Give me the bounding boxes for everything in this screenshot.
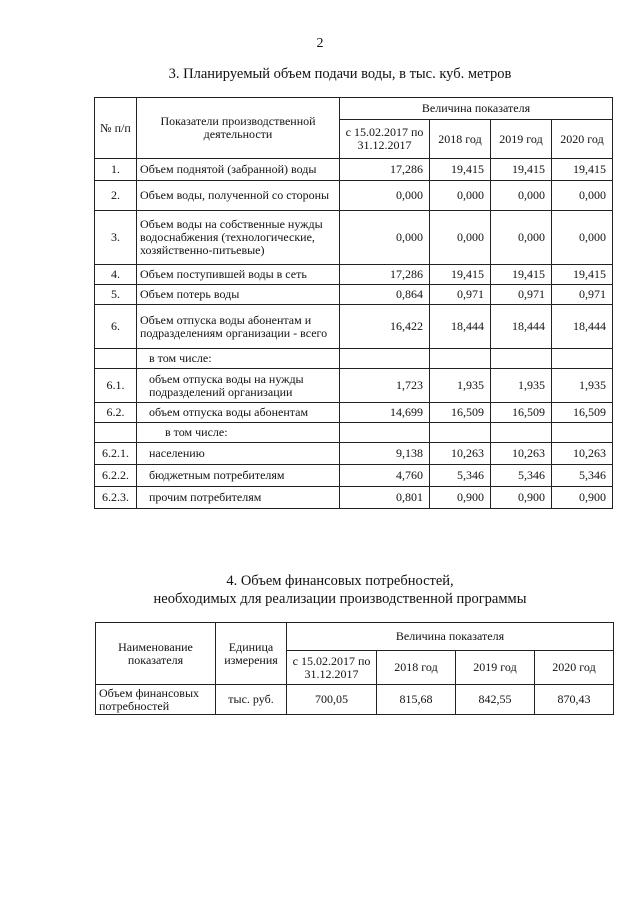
row-value: 0,900 xyxy=(491,487,552,509)
row-value: 0,000 xyxy=(491,181,552,211)
row-value: 0,864 xyxy=(340,285,430,305)
row-value xyxy=(430,349,491,369)
section4-title-line1: 4. Объем финансовых потребностей, xyxy=(226,573,454,589)
row-index: 4. xyxy=(95,265,137,285)
row-indicator: Объем воды, полученной со стороны xyxy=(137,181,340,211)
row-value: 0,000 xyxy=(430,181,491,211)
table-row xyxy=(95,403,613,423)
row-index: 6.2. xyxy=(95,403,137,423)
header-period: 2020 год xyxy=(552,120,613,159)
row-value: 0,971 xyxy=(552,285,613,305)
row-value: 1,723 xyxy=(340,369,430,403)
header-period: 2018 год xyxy=(430,120,491,159)
row-value: 18,444 xyxy=(430,305,491,349)
row-value: 18,444 xyxy=(491,305,552,349)
row-value xyxy=(552,423,613,443)
row-indicator: населению xyxy=(137,443,340,465)
row-indicator: Объем поступившей воды в сеть xyxy=(137,265,340,285)
water-supply-table xyxy=(94,97,613,509)
header-num: № п/п xyxy=(95,98,137,159)
row-value: 0,900 xyxy=(430,487,491,509)
header-period: 2019 год xyxy=(456,651,535,685)
row-value xyxy=(340,349,430,369)
row-value xyxy=(491,423,552,443)
section4-title-line2: необходимых для реализации производственной программы xyxy=(153,591,527,607)
row-value: 19,415 xyxy=(491,159,552,181)
row-value: 815,68 xyxy=(377,685,456,715)
header-period: 2020 год xyxy=(535,651,614,685)
row-value: 0,000 xyxy=(340,211,430,265)
row-value: 0,000 xyxy=(340,181,430,211)
table-row xyxy=(95,265,613,285)
row-value: 0,000 xyxy=(552,181,613,211)
row-value: 18,444 xyxy=(552,305,613,349)
table-row xyxy=(95,423,613,443)
header-period: с 15.02.2017 по 31.12.2017 xyxy=(340,120,430,159)
table-row xyxy=(95,487,613,509)
row-value: 0,971 xyxy=(430,285,491,305)
row-indicator: Объем потерь воды xyxy=(137,285,340,305)
row-indicator: Объем воды на собственные нужды водоснабжения (технологические, хозяйственно-питьевые) xyxy=(137,211,340,265)
row-value: 0,971 xyxy=(491,285,552,305)
row-indicator: Объем поднятой (забранной) воды xyxy=(137,159,340,181)
row-value: 1,935 xyxy=(552,369,613,403)
header-value-group: Величина показателя xyxy=(287,623,614,651)
row-indicator: в том числе: xyxy=(137,423,340,443)
row-index: 1. xyxy=(95,159,137,181)
header-period: 2019 год xyxy=(491,120,552,159)
header-unit: Единица измерения xyxy=(216,623,287,685)
row-unit: тыс. руб. xyxy=(216,685,287,715)
financial-needs-table xyxy=(95,622,614,715)
section3-title: 3. Планируемый объем подачи воды, в тыс. куб. метров xyxy=(168,66,512,82)
row-name: Объем финансовых потребностей xyxy=(96,685,216,715)
row-value: 19,415 xyxy=(430,265,491,285)
row-index: 3. xyxy=(95,211,137,265)
row-value xyxy=(340,423,430,443)
row-index xyxy=(95,349,137,369)
row-value: 16,509 xyxy=(552,403,613,423)
table-row xyxy=(96,685,614,715)
row-value: 5,346 xyxy=(491,465,552,487)
table-row xyxy=(95,369,613,403)
row-value: 5,346 xyxy=(430,465,491,487)
row-value xyxy=(491,349,552,369)
table-row xyxy=(95,159,613,181)
table-row xyxy=(95,465,613,487)
row-value: 0,000 xyxy=(552,211,613,265)
header-period: 2018 год xyxy=(377,651,456,685)
row-value: 1,935 xyxy=(491,369,552,403)
row-value xyxy=(430,423,491,443)
table-row xyxy=(95,305,613,349)
row-index: 5. xyxy=(95,285,137,305)
row-value: 19,415 xyxy=(430,159,491,181)
row-value: 700,05 xyxy=(287,685,377,715)
row-value: 870,43 xyxy=(535,685,614,715)
row-value: 1,935 xyxy=(430,369,491,403)
row-value: 0,801 xyxy=(340,487,430,509)
row-value: 16,509 xyxy=(491,403,552,423)
page-number: 2 xyxy=(316,36,324,51)
row-value: 14,699 xyxy=(340,403,430,423)
row-value: 10,263 xyxy=(491,443,552,465)
table-row xyxy=(95,349,613,369)
row-value: 0,000 xyxy=(430,211,491,265)
table-row xyxy=(95,285,613,305)
row-value: 17,286 xyxy=(340,159,430,181)
row-value: 19,415 xyxy=(552,265,613,285)
row-indicator: бюджетным потребителям xyxy=(137,465,340,487)
row-index: 6.2.1. xyxy=(95,443,137,465)
row-value: 17,286 xyxy=(340,265,430,285)
table-row xyxy=(95,181,613,211)
table-row xyxy=(95,211,613,265)
row-value xyxy=(552,349,613,369)
row-value: 10,263 xyxy=(430,443,491,465)
row-value: 19,415 xyxy=(552,159,613,181)
row-index: 6.2.3. xyxy=(95,487,137,509)
table-row xyxy=(95,443,613,465)
row-indicator: объем отпуска воды на нужды подразделений организации xyxy=(137,369,340,403)
row-value: 16,422 xyxy=(340,305,430,349)
header-indicator: Показатели производственной деятельности xyxy=(137,98,340,159)
row-value: 9,138 xyxy=(340,443,430,465)
row-index: 6. xyxy=(95,305,137,349)
row-indicator: прочим потребителям xyxy=(137,487,340,509)
row-value: 4,760 xyxy=(340,465,430,487)
row-index: 6.2.2. xyxy=(95,465,137,487)
row-index: 2. xyxy=(95,181,137,211)
section4-title xyxy=(40,572,640,608)
row-index xyxy=(95,423,137,443)
row-indicator: в том числе: xyxy=(137,349,340,369)
header-period: с 15.02.2017 по 31.12.2017 xyxy=(287,651,377,685)
row-value: 16,509 xyxy=(430,403,491,423)
row-value: 842,55 xyxy=(456,685,535,715)
row-index: 6.1. xyxy=(95,369,137,403)
row-value: 10,263 xyxy=(552,443,613,465)
row-value: 0,000 xyxy=(491,211,552,265)
header-value-group: Величина показателя xyxy=(340,98,613,120)
row-value: 19,415 xyxy=(491,265,552,285)
row-indicator: объем отпуска воды абонентам xyxy=(137,403,340,423)
header-name: Наименование показателя xyxy=(96,623,216,685)
row-value: 0,900 xyxy=(552,487,613,509)
row-indicator: Объем отпуска воды абонентам и подразделениям организации - всего xyxy=(137,305,340,349)
row-value: 5,346 xyxy=(552,465,613,487)
